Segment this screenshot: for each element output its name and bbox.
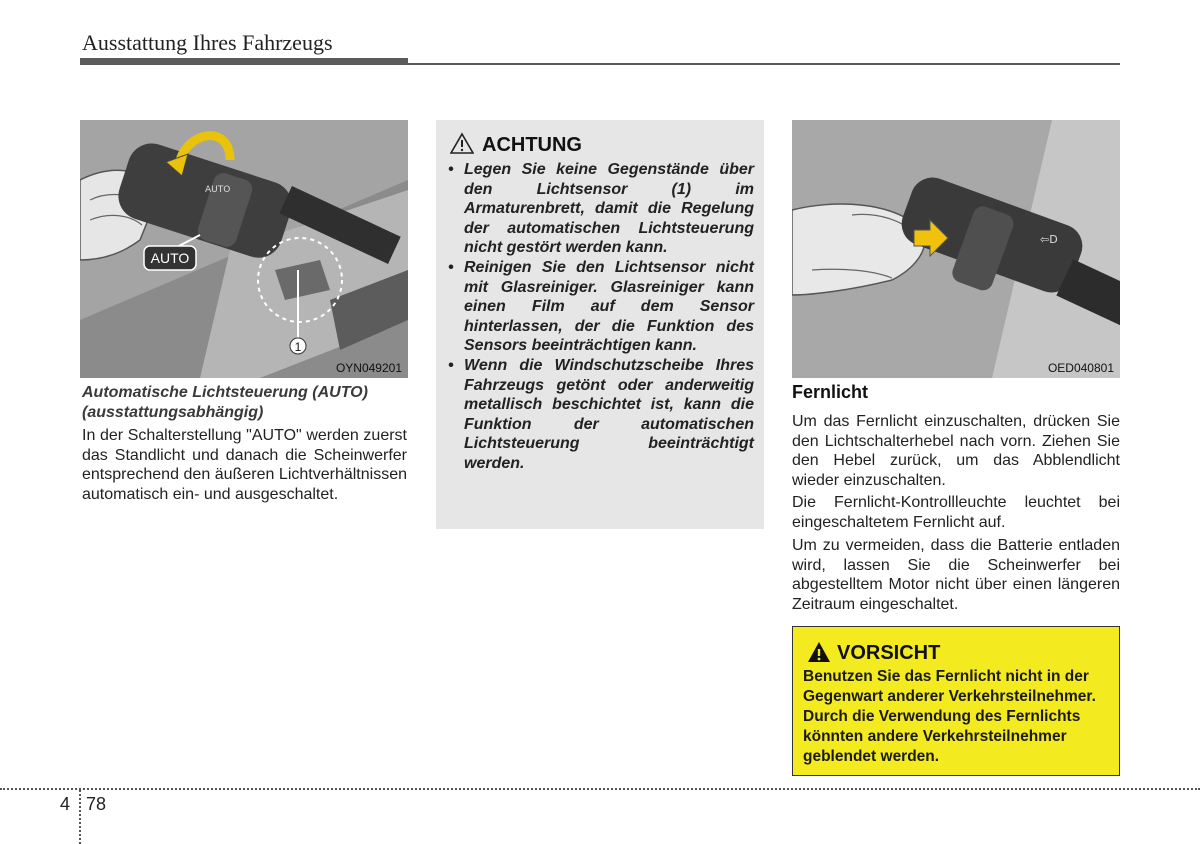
footer-divider: [79, 790, 81, 844]
page-header-title: Ausstattung Ihres Fahrzeugs: [82, 30, 333, 55]
caption-line: Automatische Lichtsteuerung (AUTO): [82, 384, 368, 401]
warning-item: • Reinigen Sie den Lichtsensor nicht mit Glasreiniger. Glasreiniger kann einen Film auf dem Sensor hinterlassen, der die Funktion des Sensors beeinträchtigen kann.: [448, 258, 754, 355]
svg-text:AUTO: AUTO: [205, 185, 231, 195]
warning-item: • Wenn die Windschutzscheibe Ihres Fahrzeugs getönt oder anderweitig metallisch beschichtet ist, kann die Funktion der automatischen Lichtsteuerung beeinträchtigt werden.: [448, 356, 754, 472]
auto-switch-illustration: [80, 120, 408, 378]
caution-triangle-icon: [807, 641, 831, 663]
warning-box: [436, 120, 764, 529]
auto-label: AUTO: [150, 250, 190, 266]
high-beam-paragraph: Die Fernlicht-Kontrollleuchte leuchtet bei eingeschaltetem Fernlicht auf.: [792, 494, 1120, 531]
figure-auto-light-switch: [80, 120, 408, 378]
warning-title: ACHTUNG: [482, 134, 582, 156]
warning-item: • Legen Sie keine Gegenstände über den Lichtsensor (1) im Armaturenbrett, damit die Regelung der automatischen Lichtsteuerung nicht gestört werden kann.: [448, 161, 754, 257]
warning-triangle-icon: [450, 132, 474, 154]
auto-paragraph: In der Schalterstellung "AUTO" werden zuerst das Standlicht und danach die Scheinwerfer entsprechend den äußeren Lichtverhältnissen automatisch ein- und ausgeschaltet.: [82, 427, 407, 504]
page-number: 78: [86, 794, 107, 814]
figure-caption: [82, 383, 407, 423]
header-rule-thick: [80, 58, 408, 65]
figure-code: OED040801: [1047, 361, 1114, 375]
chapter-number: 4: [60, 794, 71, 814]
caption-line: (ausstattungsabhängig): [82, 404, 264, 421]
high-beam-heading: Fernlicht: [792, 382, 869, 402]
warning-list: [448, 160, 754, 474]
caution-text: Benutzen Sie das Fernlicht nicht in der Gegenwart anderer Verkehrsteilnehmer. Durch die Verwendung des Fernlichts könnten andere Verkehrsteilnehmer geblendet werden.: [803, 668, 1096, 765]
footer-rule: [0, 788, 1200, 790]
caution-title: VORSICHT: [837, 642, 941, 664]
sensor-marker-number: 1: [294, 340, 302, 354]
high-beam-illustration: [792, 120, 1120, 378]
high-beam-paragraph: Um zu vermeiden, dass die Batterie entladen wird, lassen Sie die Scheinwerfer bei abgestelltem Motor nicht über einen längeren Zeitraum eingeschaltet.: [792, 537, 1120, 614]
header-rule-thin: [408, 63, 1120, 65]
figure-code: OYN049201: [335, 361, 402, 375]
svg-text:⇦D: ⇦D: [1040, 233, 1058, 246]
figure-high-beam-switch: [792, 120, 1120, 378]
caution-box: [792, 626, 1120, 776]
high-beam-paragraph: Um das Fernlicht einzuschalten, drücken Sie den Lichtschalterhebel nach vorn. Ziehen Sie den Hebel zurück, um das Abblendlicht wieder einzuschalten.: [792, 413, 1120, 490]
